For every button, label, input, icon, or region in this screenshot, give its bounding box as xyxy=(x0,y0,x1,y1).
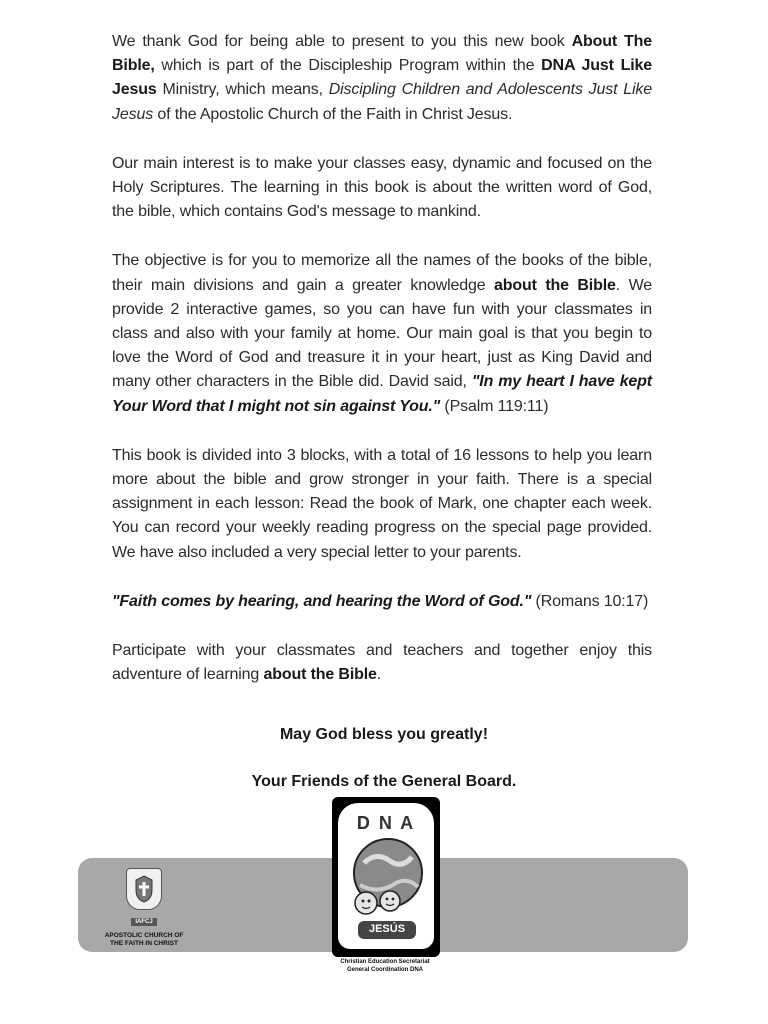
dna-letters: D N A xyxy=(356,813,416,833)
book-title: About The Bible, xyxy=(112,33,652,75)
church-name: APOSTOLIC CHURCH OF THE FAITH IN CHRIST xyxy=(104,932,184,947)
participate-paragraph: Participate with your classmates and teachers and together enjoy this adventure of learning about the Bible. xyxy=(112,642,652,684)
signature-line: Your Friends of the General Board. xyxy=(251,773,517,790)
church-crest-icon xyxy=(126,868,162,910)
structure-paragraph: This book is divided into 3 blocks, with a total of 16 lessons to help you learn more about the bible and grow stronger in your faith. There is a special assignment in each lesson: Read the book of Mark, one chapter each week. You can record your weekly reading progress on the special page provided. We have also included a very special letter to your parents. xyxy=(112,446,652,561)
psalm-quote: "In my heart I have kept Your Word that I might not sin against You." xyxy=(112,373,652,415)
intro-paragraph: We thank God for being able to present to you this new book About The Bible, which is part of the Discipleship Program within the DNA Just Like Jesus Ministry, which means, Discipling Children and Adolescents Just Like Jesus of the Apostolic Church of the Faith in Christ Jesus. xyxy=(112,33,652,123)
dna-caption: Christian Education Secretariat General Coordination DNA xyxy=(340,959,430,973)
letter-body xyxy=(112,30,652,712)
blessing-line: May God bless you greatly! xyxy=(279,726,489,743)
dna-brand: JESÚS xyxy=(368,923,406,935)
romans-quote-paragraph: "Faith comes by hearing, and hearing the Word of God." (Romans 10:17) xyxy=(112,592,649,610)
objective-paragraph: The objective is for you to memorize all the names of the books of the bible, their main divisions and gain a greater knowledge about the Bible. We provide 2 interactive games, so you can have fun with your classmates in class and also with your family at home. Our main goal is that you begin to love the Word of God and treasure it in your heart, just as King David and many other characters in the Bible did. David said, "In my heart I have kept Your Word that I might not sin against You." (Psalm 119:11) xyxy=(112,252,652,415)
interest-paragraph: Our main interest is to make your classes easy, dynamic and focused on the Holy Scriptures. The learning in this book is about the written word of God, the bible, which contains God's message to mankind. xyxy=(112,154,652,221)
ministry-name: DNA Just Like Jesus xyxy=(112,57,652,99)
romans-quote: "Faith comes by hearing, and hearing the Word of God." xyxy=(112,592,532,610)
ministry-meaning: Discipling Children and Adolescents Just Like Jesus xyxy=(112,81,652,123)
dna-logo xyxy=(332,797,440,957)
church-logo-tag: IAFCJ xyxy=(131,918,156,926)
church-logo xyxy=(104,868,184,948)
